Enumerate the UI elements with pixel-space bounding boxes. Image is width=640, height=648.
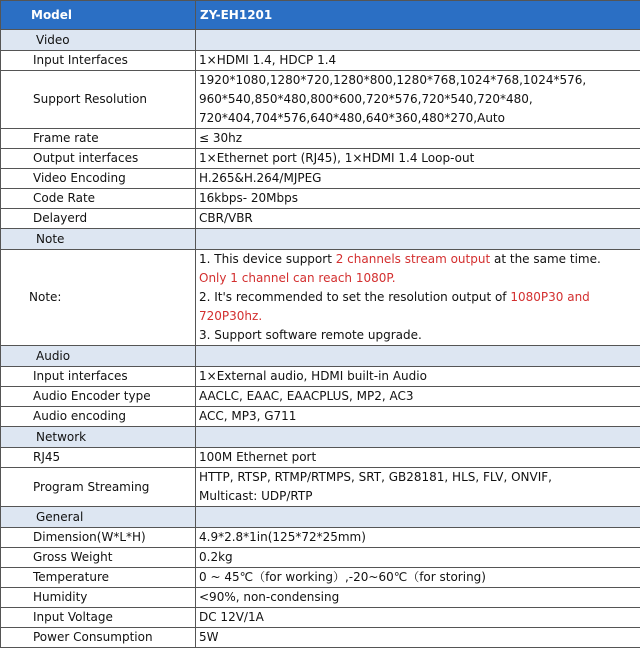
spec-label: Audio encoding <box>1 407 196 427</box>
spec-label: RJ45 <box>1 448 196 468</box>
table-row <box>1 588 640 608</box>
spec-value: H.265&H.264/MJPEG <box>196 169 640 189</box>
spec-label: Code Rate <box>1 189 196 209</box>
spec-value <box>196 468 640 507</box>
spec-label: Temperature <box>1 568 196 588</box>
header-row <box>1 1 640 30</box>
spec-label: Support Resolution <box>1 71 196 129</box>
table-row <box>1 169 640 189</box>
spec-value: ACC, MP3, G711 <box>196 407 640 427</box>
section-title: Network <box>1 427 196 448</box>
spec-value: 1×Ethernet port (RJ45), 1×HDMI 1.4 Loop-out <box>196 149 640 169</box>
section-note <box>1 229 640 250</box>
table-row <box>1 608 640 628</box>
spec-value: 1×HDMI 1.4, HDCP 1.4 <box>196 51 640 71</box>
spec-value: 5W <box>196 628 640 648</box>
spec-value: 1×External audio, HDMI built-in Audio <box>196 367 640 387</box>
note-text-segment: at the same time. <box>490 252 601 266</box>
section-title: Audio <box>1 346 196 367</box>
spec-label: Program Streaming <box>1 468 196 507</box>
table-row <box>1 71 640 129</box>
table-row <box>1 129 640 149</box>
table-row <box>1 468 640 507</box>
spec-label: Humidity <box>1 588 196 608</box>
spec-value: 0.2kg <box>196 548 640 568</box>
protocol-line: HTTP, RTSP, RTMP/RTMPS, SRT, GB28181, HLS, FLV, ONVIF, <box>199 468 640 487</box>
model-label: Model <box>1 1 196 30</box>
table-row <box>1 568 640 588</box>
resolution-line: 720*404,704*576,640*480,640*360,480*270,Auto <box>199 109 640 128</box>
spec-label: Power Consumption <box>1 628 196 648</box>
note-row <box>1 250 640 346</box>
note-text-segment: 2. It's recommended to set the resolution output of <box>199 290 510 304</box>
resolution-line: 1920*1080,1280*720,1280*800,1280*768,1024*768,1024*576, <box>199 71 640 90</box>
spec-value: 16kbps- 20Mbps <box>196 189 640 209</box>
spec-value: CBR/VBR <box>196 209 640 229</box>
spec-label: Delayerd <box>1 209 196 229</box>
table-row <box>1 407 640 427</box>
section-video <box>1 30 640 51</box>
table-row <box>1 51 640 71</box>
protocol-line: Multicast: UDP/RTP <box>199 487 640 506</box>
note-line <box>199 288 640 307</box>
section-title: Video <box>1 30 196 51</box>
table-row <box>1 528 640 548</box>
spec-value: 100M Ethernet port <box>196 448 640 468</box>
spec-value: DC 12V/1A <box>196 608 640 628</box>
note-text <box>196 250 640 346</box>
table-row <box>1 209 640 229</box>
spec-label: Audio Encoder type <box>1 387 196 407</box>
spec-label: Dimension(W*L*H) <box>1 528 196 548</box>
note-line: 3. Support software remote upgrade. <box>199 326 640 345</box>
spec-label: Output interfaces <box>1 149 196 169</box>
resolution-line: 960*540,850*480,800*600,720*576,720*540,720*480, <box>199 90 640 109</box>
spec-label: Input interfaces <box>1 367 196 387</box>
section-title: General <box>1 507 196 528</box>
note-line <box>199 250 640 269</box>
section-general <box>1 507 640 528</box>
spec-value: 4.9*2.8*1in(125*72*25mm) <box>196 528 640 548</box>
spec-label: Gross Weight <box>1 548 196 568</box>
table-row <box>1 149 640 169</box>
note-label: Note: <box>1 250 196 346</box>
section-title: Note <box>1 229 196 250</box>
table-row <box>1 448 640 468</box>
spec-label: Input Voltage <box>1 608 196 628</box>
spec-value: AACLC, EAAC, EAACPLUS, MP2, AC3 <box>196 387 640 407</box>
table-row <box>1 189 640 209</box>
spec-label: Video Encoding <box>1 169 196 189</box>
section-network <box>1 427 640 448</box>
table-row <box>1 367 640 387</box>
spec-value <box>196 71 640 129</box>
spec-label: Frame rate <box>1 129 196 149</box>
note-highlight: Only 1 channel can reach 1080P. <box>199 269 640 288</box>
note-text-segment: 1. This device support <box>199 252 336 266</box>
model-value: ZY-EH1201 <box>196 1 640 30</box>
note-highlight: 1080P30 and <box>510 290 589 304</box>
spec-value: <90%, non-condensing <box>196 588 640 608</box>
table-row <box>1 628 640 648</box>
section-audio <box>1 346 640 367</box>
spec-value: ≤ 30hz <box>196 129 640 149</box>
note-highlight: 720P30hz. <box>199 307 640 326</box>
table-row <box>1 548 640 568</box>
spec-label: Input Interfaces <box>1 51 196 71</box>
note-highlight: 2 channels stream output <box>336 252 490 266</box>
spec-value: 0 ~ 45℃（for working）,-20~60℃（for storing) <box>196 568 640 588</box>
table-row <box>1 387 640 407</box>
